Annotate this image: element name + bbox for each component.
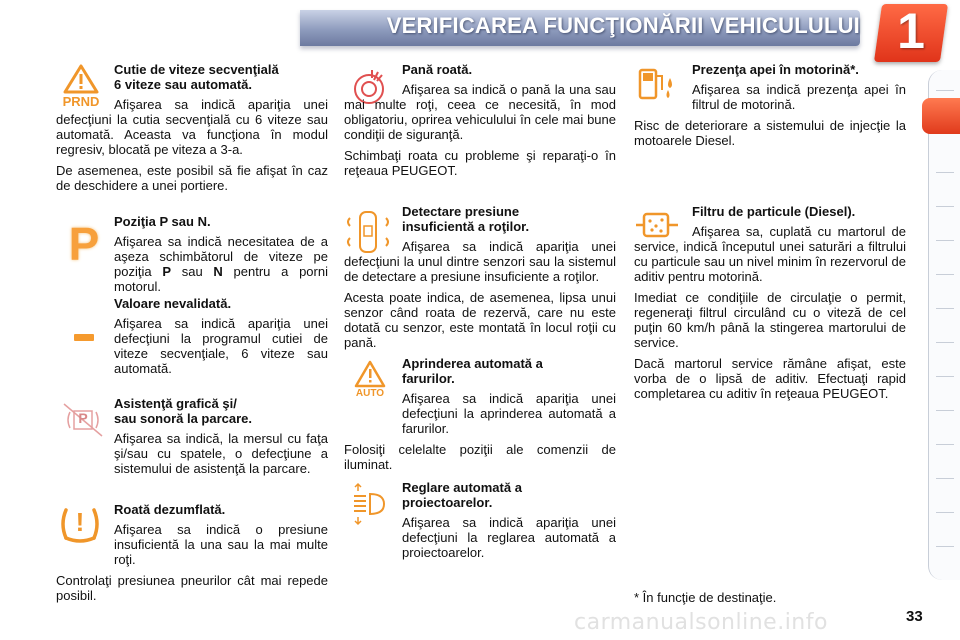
section-tyre-pressure-detection [344,204,616,356]
section-particle-filter [634,204,906,407]
tab-divider [936,172,954,173]
tab-divider [936,274,954,275]
section-title: proiectoarelor. [402,495,493,510]
section-position-p-n [56,214,328,300]
paragraph: De asemenea, este posibil să fie afişat în caz de deschidere a unei portiere. [56,163,328,193]
section-title: 6 viteze sau automată. [114,77,252,92]
paragraph: Afişarea sa indică apariţia unei defecţiuni la cutia secvenţială cu 6 viteze sau automată. Aceasta va funcţiona în modul regresiv, blocată pe viteza a 3-a. [56,97,328,157]
tab-divider [936,206,954,207]
chapter-tab-active[interactable] [922,98,960,134]
paragraph: Afişarea sa indică, la mersul cu faţa şi/sau cu spatele, o defecţiune a sistemului de asistenţă la parcare. [114,431,328,476]
section-title: Filtru de particule (Diesel). [692,204,856,219]
section-title: farurilor. [402,371,455,386]
section-deflated-tyre [56,502,328,609]
page-number: 33 [906,608,923,625]
section-title: Roată dezumflată. [114,502,226,517]
footnote: * În funcţie de destinaţie. [634,590,777,605]
chapter-number: 1 [897,3,925,59]
tab-divider [936,240,954,241]
section-parking-assist [56,396,328,482]
section-title: Reglare automată a [402,480,522,495]
paragraph: Folosiţi celelalte poziţii ale comenzii de iluminat. [344,442,616,472]
section-water-in-diesel [634,62,906,154]
paragraph: Afişarea sa indică apariţia unei defecţiuni la reglarea automată a proiectoarelor. [402,515,616,560]
section-title: Prezenţa apei în motorină*. [692,62,859,77]
tyre-deflated-icon: ! [58,504,102,544]
paragraph: Acesta poate indica, de asemenea, lipsa unui senzor când roata de rezervă, care nu este dotată cu senzor, este montată în locul roţii cu pană. [344,290,616,350]
paragraph: Controlaţi presiunea pneurilor cât mai repede posibil. [56,573,328,603]
paragraph: Afişarea sa indică apariţia unei defecţiuni la unul dintre senzori sau la sistemul de detectare a presiune insuficiente a roţilor. [344,239,616,284]
paragraph: Afişarea sa indică prezenţa apei în filtrul de motorină. [692,82,906,112]
tab-divider [936,478,954,479]
tab-divider [936,512,954,513]
section-title: Aprinderea automată a [402,356,543,371]
paragraph: Afişarea sa indică necesitatea de a aşeza schimbătorul de viteze pe poziţia P sau N pentru a porni motorul. [114,234,328,294]
tab-divider [936,90,954,91]
tab-divider [936,342,954,343]
paragraph: Afişarea sa indică apariţia unei defecţiuni la aprinderea automată a farurilor. [402,391,616,436]
paragraph: Afişarea sa indică o presiune insuficientă la una sau la mai multe roţi. [114,522,328,567]
section-invalid-value [56,296,328,382]
section-title: Asistenţă grafică şi/ [114,396,237,411]
section-title: Cutie de viteze secvenţială [114,62,279,77]
section-title: Detectare presiune [402,204,520,219]
chapter-tabs [928,70,960,580]
watermark: carmanualsonline.info [574,610,828,635]
paragraph: Afişarea sa, cuplată cu martorul de service, indică începutul unei saturări a filtrului cu particule sau un nivel minim în rezervorul de aditiv pentru motorină. [634,224,906,284]
paragraph: Schimbaţi roata cu probleme şi reparaţi-o în reţeaua PEUGEOT. [344,148,616,178]
paragraph: Afişarea sa indică o pană la una sau mai multe roţi, ceea ce necesită, în mod obligatoriu, oprirea vehiculului în cele mai bune condiţii de siguranţă. [344,82,616,142]
tab-divider [936,444,954,445]
section-puncture [344,62,616,184]
parking-assist-icon: P [58,400,108,440]
section-title: insuficientă a roţilor. [402,219,530,234]
paragraph: Imediat ce condiţiile de circulaţie o permit, regeneraţi filtrul circulând cu o viteză de cel puţin 60 km/h până la stingerea martorului de service. [634,290,906,350]
page-header [0,0,960,58]
paragraph: Dacă martorul service rămâne afişat, este vorba de o lipsă de aditiv. Efectuaţi rapid completarea cu aditiv în reţeaua PEUGEOT. [634,356,906,401]
tab-divider [936,376,954,377]
tab-divider [936,308,954,309]
prnd-label: PRND [62,94,100,109]
section-title: sau sonoră la parcare. [114,411,253,426]
paragraph: Afişarea sa indică apariţia unei defecţiuni la programul cutiei de viteze secvenţiale, 6 viteze sau automată. [114,316,328,376]
section-auto-lights [344,356,616,478]
page-title: VERIFICAREA FUNCŢIONĂRII VEHICULULUI [386,13,860,38]
section-gearbox [56,62,328,199]
tab-divider [936,410,954,411]
section-headlamp-levelling [344,480,616,566]
gear-p-icon: P [68,218,100,270]
paragraph: Risc de deteriorare a sistemului de injecţie la motoarele Diesel. [634,118,906,148]
section-title: Pană roată. [402,62,473,77]
auto-label: AUTO [355,388,385,399]
section-title: Valoare nevalidată. [114,296,232,311]
section-title: Poziţia P sau N. [114,214,211,229]
tab-divider [936,546,954,547]
